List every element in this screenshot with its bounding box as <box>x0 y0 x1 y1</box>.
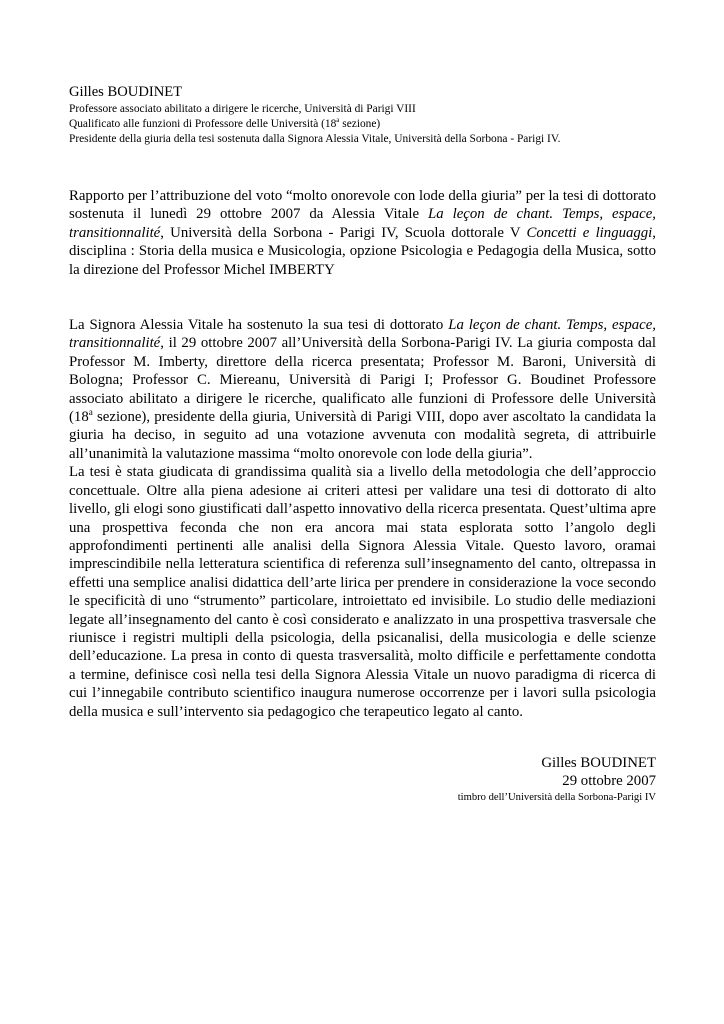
credential-line <box>69 117 656 132</box>
credential-line: Professore associato abilitato a dirigere le ricerche, Università di Parigi VIII <box>69 103 416 115</box>
doctoral-school-name: Concetti e linguaggi <box>526 224 653 241</box>
author-name: Gilles BOUDINET <box>69 84 183 100</box>
paragraph-text: , il 29 ottobre 2007 all’Università della Sorbona-Parigi IV. La giuria composta dal Professor M. Imberty, direttore della ricerca presentata; Professor M. Baroni, Università di Bologna; Professor C. Miereanu, Università di Parigi I; Professor G. Boudinet Professore associato abilitato a dirigere le ricerche, qualificato alle funzioni di Professore delle Università (18 <box>69 335 656 426</box>
credential-text: Qualificato alle funzioni di Professore delle Università (18 <box>69 118 337 130</box>
ordinal-superscript: a <box>88 407 93 418</box>
report-body <box>69 316 656 721</box>
university-stamp-note: timbro dell’Università della Sorbona-Parigi IV <box>457 791 656 803</box>
paragraph-text: sezione), presidente della giuria, Università di Parigi VIII, dopo aver ascoltato la candidata la giuria ha deciso, in seguito ad una votazione avvenuta con modalità segreta, di attribuirle all’unanimità la valutazione massima “molto onorevole con lode della giuria”. <box>69 409 656 462</box>
body-paragraph <box>69 316 656 463</box>
title-text: , Università della Sorbona - Parigi IV, Scuola dottorale V <box>160 224 527 241</box>
credential-text: sezione) <box>339 118 381 130</box>
paragraph-text: La Signora Alessia Vitale ha sostenuto la sua tesi di dottorato <box>69 317 449 334</box>
credential-line: Presidente della giuria della tesi sostenuta dalla Signora Alessia Vitale, Università della Sorbona - Parigi IV. <box>69 133 561 145</box>
signature-date: 29 ottobre 2007 <box>562 773 656 790</box>
ordinal-superscript: a <box>336 116 340 125</box>
thesis-title: La leçon de chant. Temps, espace, transitionnalité <box>69 317 656 352</box>
author-credentials <box>69 102 656 147</box>
document-page <box>69 84 656 805</box>
letterhead <box>69 84 656 147</box>
thesis-title: La leçon de chant. Temps, espace, transitionnalité <box>69 206 656 241</box>
body-paragraph: La tesi è stata giudicata di grandissima qualità sia a livello della metodologia che dell’approccio concettuale. Oltre alla piena adesione ai criteri attesi per validare una tesi di dottorato di alto livello, gli elogi sono giustificati dall’aspetto innovativo della ricerca presentata. Quest’ultima apre una prospettiva feconda che non era ancora mai stata esplorata sotto l’angolo degli approfondimenti pertinenti alle analisi della Signora Alessia Vitale. Questo lavoro, oramai imprescindibile nella letteratura scientifica di referenza sull’insegnamento del canto, oltrepassa in effetti una semplice analisi didattica dell’arte lirica per prendere in considerazione la voce secondo le specificità di uno “strumento” particolare, introiettato ed invisibile. Lo studio delle mediazioni legate all’insegnamento del canto è così considerato e analizzato in una prospettiva trasversale che riunisce i registri multipli della psicologia, della psicanalisi, della musicologia e delle scienze dell’educazione. La presa in conto di questa trasversalità, molto difficile e perfettamente condotta a termine, definisce così nella tesi della Signora Alessia Vitale un nuovo paradigma di ricerca di cui l’innegabile contributo scientifico inaugura numerose occorrenze per i lavori sulla psicologia della musica e sull’intervento sia pedagogico che terapeutico legato al canto. <box>69 464 656 720</box>
title-text: Rapporto per l’attribuzione del voto “molto onorevole con lode della giuria” per la tesi di dottorato sostenuta il lunedì 29 ottobre 2007 da Alessia Vitale <box>69 188 656 223</box>
signature-block <box>69 754 656 805</box>
signature-name: Gilles BOUDINET <box>541 754 656 771</box>
title-text: , disciplina : Storia della musica e Musicologia, opzione Psicologia e Pedagogia della Musica, sotto la direzione del Professor Michel IMBERTY <box>69 224 656 278</box>
report-title <box>69 187 656 279</box>
